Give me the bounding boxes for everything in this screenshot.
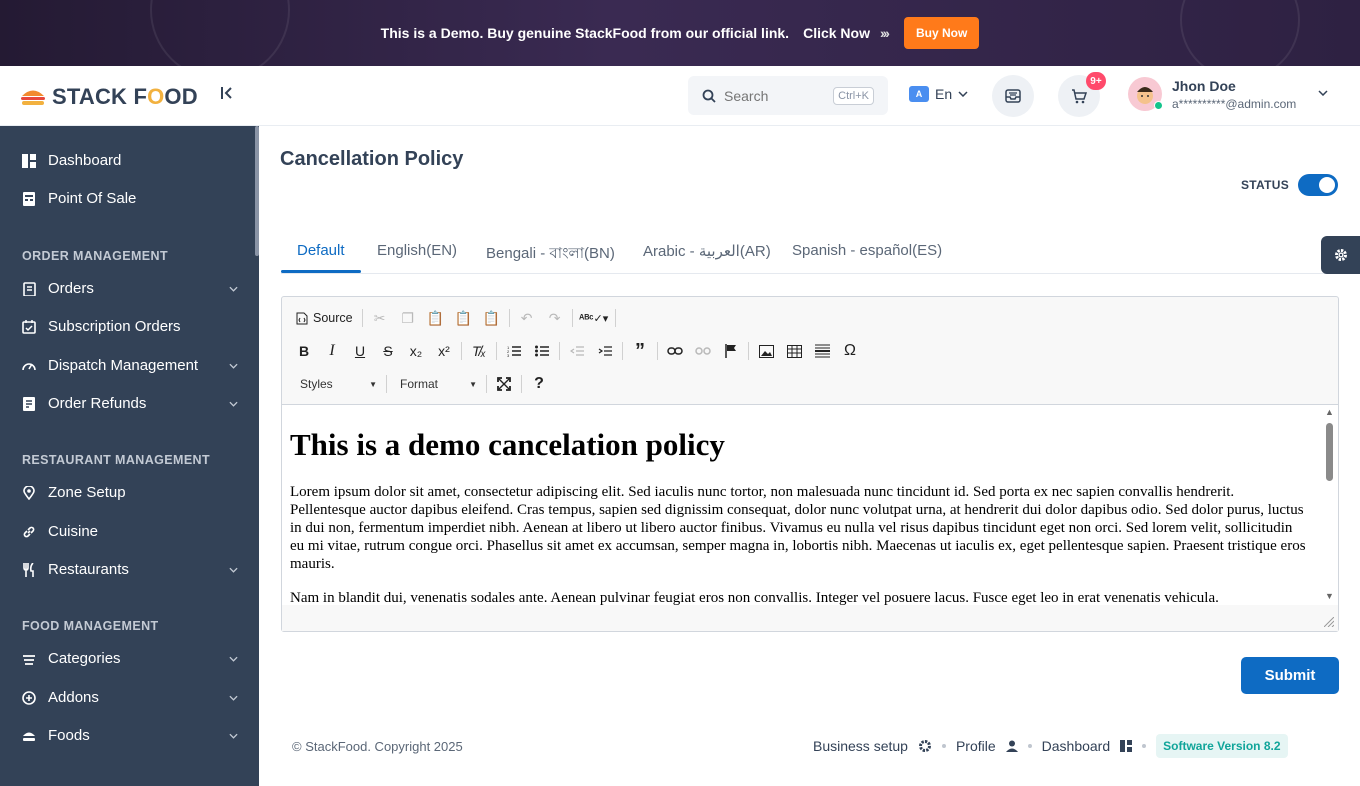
scroll-thumb[interactable] (1326, 423, 1333, 481)
table-icon[interactable] (780, 338, 808, 364)
svg-text:2: 2 (507, 349, 510, 354)
toolbar-separator (657, 342, 658, 360)
dispatch-icon (22, 359, 36, 373)
footer-profile-link[interactable]: Profile (955, 738, 996, 754)
user-email: a**********@admin.com (1172, 96, 1297, 111)
redo-icon[interactable]: ↷ (548, 309, 561, 326)
banner-decoration (150, 0, 290, 66)
sidebar (0, 126, 259, 786)
messages-button[interactable] (992, 75, 1034, 117)
separator-dot (1028, 744, 1032, 748)
source-icon (296, 312, 308, 325)
logo-text-part: STACK F (52, 84, 148, 109)
scroll-down-icon[interactable]: ▼ (1325, 591, 1334, 601)
image-icon[interactable] (752, 338, 780, 364)
footer-business-setup-link[interactable]: Business setup (813, 738, 908, 754)
separator-dot (942, 744, 946, 748)
click-now-link[interactable]: Click Now (803, 25, 870, 41)
editor-content-area[interactable] (282, 404, 1338, 605)
search-box[interactable] (688, 76, 888, 115)
sidebar-item-label: Addons (48, 689, 99, 706)
toolbar-separator (486, 375, 487, 393)
pos-icon (22, 192, 36, 206)
dropdown-arrow-icon: ▼ (369, 379, 377, 389)
toolbar-separator (362, 309, 363, 327)
paste-text-icon[interactable]: 📋 (454, 309, 473, 326)
promo-banner (0, 0, 1360, 66)
user-name: Jhon Doe (1172, 77, 1236, 94)
blockquote-icon[interactable]: ” (635, 339, 645, 362)
sidebar-scrollbar[interactable] (255, 126, 259, 256)
anchor-flag-icon[interactable] (717, 338, 745, 364)
tab-english[interactable]: English(EN) (377, 242, 458, 259)
status-toggle[interactable] (1298, 174, 1338, 196)
toolbar-separator (386, 375, 387, 393)
rich-text-editor (281, 296, 1339, 632)
toolbar-separator (748, 342, 749, 360)
sidebar-item-zone-setup[interactable] (22, 484, 238, 501)
collapse-sidebar-icon[interactable] (220, 86, 234, 105)
buy-now-button[interactable]: Buy Now (904, 17, 979, 49)
submit-button[interactable]: Submit (1241, 657, 1339, 694)
sidebar-item-label: Dispatch Management (48, 357, 199, 374)
strikethrough-icon[interactable]: S (383, 343, 393, 359)
maximize-icon[interactable] (490, 371, 518, 397)
active-tab-indicator (281, 270, 361, 273)
chevron-down-icon (229, 656, 238, 662)
top-header (0, 66, 1360, 126)
logo-text-o: O (147, 84, 165, 109)
toolbar-separator (509, 309, 510, 327)
logo-text (52, 84, 198, 110)
sidebar-item-label: Point Of Sale (48, 190, 137, 207)
promo-text: This is a Demo. Buy genuine StackFood from our official link. (380, 25, 790, 41)
search-input[interactable] (724, 88, 824, 104)
sidebar-item-label: Restaurants (48, 561, 129, 578)
user-menu[interactable] (1128, 77, 1296, 111)
sidebar-item-point-of-sale[interactable] (22, 190, 238, 207)
food-icon (22, 729, 36, 743)
search-shortcut: Ctrl+K (833, 87, 874, 105)
content-paragraph: Nam in blandit dui, venenatis sodales ante. Aenean pulvinar feugiat eros non convallis. Integer vel posuere lacus. Fusce eget leo in erat venenatis vehicula. (290, 590, 1219, 605)
dashboard-icon (22, 154, 36, 168)
scroll-up-icon[interactable]: ▲ (1325, 407, 1334, 417)
arrows-icon: ››› (879, 25, 888, 41)
chevron-down-icon[interactable] (1318, 90, 1328, 96)
bold-icon[interactable]: B (298, 343, 310, 359)
inbox-icon (1005, 89, 1021, 103)
horizontal-line-icon[interactable] (808, 338, 836, 364)
sidebar-item-restaurants[interactable] (22, 561, 238, 578)
numbered-list-icon[interactable] (500, 338, 528, 364)
styles-label: Styles (300, 377, 333, 391)
remove-format-icon[interactable]: T̸ₓ (472, 343, 486, 359)
gear-icon[interactable] (918, 739, 932, 753)
paste-icon[interactable]: 📋 (426, 309, 445, 326)
indent-icon[interactable] (591, 338, 619, 364)
sidebar-item-label: Categories (48, 650, 121, 667)
toolbar-separator (559, 342, 560, 360)
language-tabs (281, 236, 1339, 274)
sidebar-item-label: Cuisine (48, 523, 99, 540)
cut-icon[interactable]: ✂ (373, 309, 386, 326)
sidebar-item-label: Dashboard (48, 152, 122, 169)
tab-bengali[interactable]: Bengali - বাংলা(BN) (486, 245, 615, 262)
chevron-down-icon (229, 567, 238, 573)
separator-dot (1142, 744, 1146, 748)
link-icon (22, 525, 36, 539)
chevron-down-icon (229, 286, 238, 292)
superscript-icon[interactable]: x² (438, 343, 450, 359)
avatar (1128, 77, 1162, 111)
tab-spanish[interactable]: Spanish - español(ES) (792, 242, 943, 259)
user-icon[interactable] (1006, 740, 1018, 752)
help-icon[interactable]: ? (534, 375, 544, 392)
underline-icon[interactable]: U (354, 343, 366, 359)
content-paragraph: Lorem ipsum dolor sit amet, consectetur adipiscing elit. Sed iaculis nunc tortor, non malesuada nunc tincidunt id. Sed porta ex nec sapien convallis hendrerit. Pellentesque auctor dapibus eleifend. Cras tempus, sapien sed dignissim consequat, dolor nunc volutpat urna, at hendrerit dui dolor dapibus odio. Sed dolor purus, luctus in dui non, fermentum imperdiet nibh. Aenean at libero ut libero auctor finibus. Vivamus eu nulla vel risus dapibus tincidunt eget non orci. Sed lorem velit, sollicitudin eu mi vitae, rutrum congue orci. Phasellus sit amet ex accumsan, semper magna in, lobortis nibh. Maecenas ut iaculis ex, eget pellentesque sapien. Praesent tristique eros mauris. (290, 484, 1306, 572)
tab-arabic[interactable]: Arabic - العربية(AR) (643, 243, 771, 260)
bullet-list-icon[interactable] (528, 338, 556, 364)
calendar-check-icon (22, 320, 36, 334)
sidebar-item-label: Orders (48, 280, 94, 297)
link-icon[interactable] (661, 338, 689, 364)
sidebar-item-order-refunds[interactable] (22, 395, 238, 412)
footer-dashboard-link[interactable]: Dashboard (1041, 738, 1111, 754)
burger-logo-icon (20, 87, 46, 107)
undo-icon[interactable]: ↶ (520, 309, 533, 326)
spellcheck-icon[interactable]: ᴬᴮᶜ✓▾ (578, 312, 609, 325)
resize-handle-icon[interactable] (1324, 617, 1334, 627)
outdent-icon[interactable] (563, 338, 591, 364)
editor-scrollbar[interactable] (1321, 405, 1338, 605)
toolbar-separator (521, 375, 522, 393)
toolbar-separator (496, 342, 497, 360)
software-version-badge: Software Version 8.2 (1156, 734, 1287, 758)
logo[interactable] (20, 84, 198, 110)
format-label: Format (400, 377, 439, 391)
toolbar-separator (615, 309, 616, 327)
content-heading: This is a demo cancelation policy (290, 427, 725, 462)
source-button[interactable] (290, 305, 359, 331)
orders-icon (22, 282, 36, 296)
toolbar-separator (622, 342, 623, 360)
svg-text:3: 3 (507, 353, 510, 357)
online-status-dot (1154, 101, 1163, 110)
search-icon (702, 89, 716, 103)
categories-icon (22, 652, 36, 666)
dropdown-arrow-icon: ▼ (469, 379, 477, 389)
chevron-down-icon (229, 401, 238, 407)
sidebar-item-categories[interactable] (22, 650, 238, 667)
source-label: Source (313, 311, 353, 325)
settings-float-button[interactable] (1321, 236, 1360, 274)
styles-dropdown[interactable] (290, 372, 383, 396)
subscript-icon[interactable]: x₂ (409, 343, 423, 359)
editor-toolbar-row (290, 371, 553, 397)
italic-icon[interactable]: I (329, 342, 335, 359)
copy-icon[interactable]: ❐ (401, 309, 414, 326)
cart-icon (1071, 89, 1087, 104)
unlink-icon[interactable] (689, 338, 717, 364)
sidebar-section-title: RESTAURANT MANAGEMENT (22, 453, 211, 467)
gear-icon (1334, 248, 1348, 262)
location-pin-icon (22, 486, 36, 500)
sidebar-item-dashboard[interactable] (22, 152, 238, 169)
sidebar-item-label: Foods (48, 727, 90, 744)
toolbar-separator (461, 342, 462, 360)
sidebar-item-dispatch-management[interactable] (22, 357, 238, 374)
sidebar-section-title: ORDER MANAGEMENT (22, 249, 168, 263)
sidebar-item-label: Zone Setup (48, 484, 126, 501)
editor-statusbar (282, 605, 1338, 631)
status-label: STATUS (1241, 178, 1290, 192)
format-dropdown[interactable] (390, 372, 483, 396)
tab-default[interactable]: Default (297, 242, 345, 259)
dashboard-icon[interactable] (1120, 740, 1132, 752)
cart-button[interactable] (1058, 75, 1100, 117)
fork-knife-icon (22, 563, 36, 577)
logo-text-part: OD (164, 84, 198, 109)
translate-icon: A (909, 86, 929, 102)
svg-text:1: 1 (507, 345, 510, 350)
page-title: Cancellation Policy (280, 148, 464, 170)
language-selector[interactable] (909, 86, 968, 102)
sidebar-item-subscription-orders[interactable] (22, 318, 238, 335)
chevron-down-icon (229, 695, 238, 701)
language-label: En (935, 86, 953, 102)
chevron-down-icon (229, 733, 238, 739)
paste-word-icon[interactable]: 📋 (482, 309, 501, 326)
sidebar-item-foods[interactable] (22, 727, 238, 744)
sidebar-section-title: FOOD MANAGEMENT (22, 619, 159, 633)
sidebar-item-addons[interactable] (22, 689, 238, 706)
special-character-icon[interactable]: Ω (844, 342, 856, 359)
sidebar-item-label: Subscription Orders (48, 318, 181, 335)
sidebar-item-label: Order Refunds (48, 395, 147, 412)
sidebar-item-orders[interactable] (22, 280, 238, 297)
banner-decoration (1180, 0, 1300, 66)
toolbar-separator (572, 309, 573, 327)
refund-icon (22, 397, 36, 411)
sidebar-item-cuisine[interactable] (22, 523, 238, 540)
footer-links (813, 734, 1288, 758)
editor-toolbar-row (290, 305, 619, 331)
plus-circle-icon (22, 691, 36, 705)
chevron-down-icon (958, 91, 968, 97)
editor-toolbar-row (290, 338, 864, 364)
footer-copyright: © StackFood. Copyright 2025 (292, 739, 463, 754)
cart-count-badge: 9+ (1086, 72, 1106, 90)
chevron-down-icon (229, 363, 238, 369)
